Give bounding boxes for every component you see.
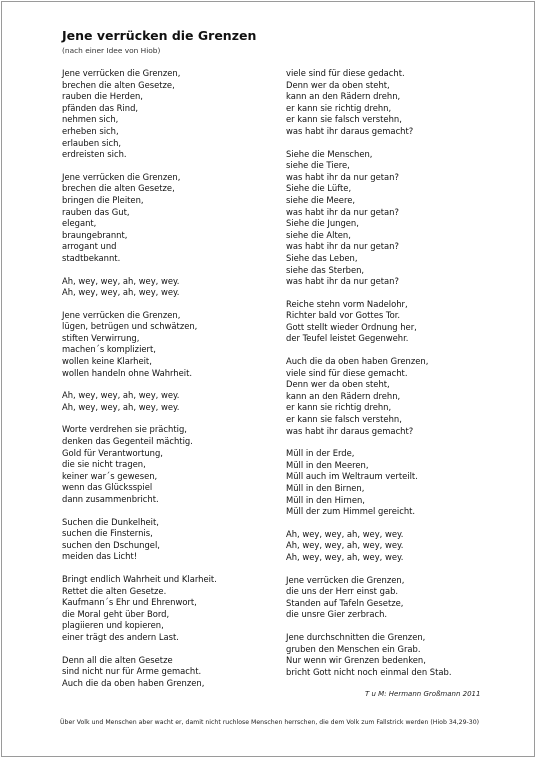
verse-line: braungebrannt, <box>62 229 128 240</box>
verse-line: viele sind für diese gedacht. <box>286 68 405 78</box>
verse-line: viele sind für diese gemacht. <box>286 367 408 378</box>
stanza <box>62 574 290 644</box>
verse-line: meiden das Licht! <box>62 551 138 562</box>
author-credit: T u M: Hermann Großmann 2011 <box>365 690 481 698</box>
verse-line: erheben sich, <box>62 125 119 136</box>
verse-line: Reiche stehn vorm Nadelohr, <box>286 298 408 309</box>
stanza <box>286 68 514 138</box>
verse-line: Suchen die Dunkelheit, <box>62 516 159 527</box>
verse-line: kann an den Rädern drehn, <box>286 91 401 102</box>
verse-line: stadtbekannt. <box>62 252 121 263</box>
verse-line: Ah, wey, wey, ah, wey, wey. <box>286 540 404 551</box>
stanza <box>62 68 290 161</box>
verse-line: Auch die da oben haben Grenzen, <box>286 356 429 367</box>
verse-line: Bringt endlich Wahrheit und Klarheit. <box>62 573 217 584</box>
stanza <box>286 299 514 345</box>
verse-line: was habt ihr da nur getan? <box>286 206 399 217</box>
verse-line: Ah, wey, wey, ah, wey, wey. <box>62 287 180 298</box>
verse-line: Jene verrücken die Grenzen, <box>286 574 405 585</box>
verse-line: Ah, wey, wey, ah, wey, wey. <box>286 551 404 562</box>
stanza <box>62 424 290 505</box>
stanza <box>62 390 290 413</box>
verse-line: wollen handeln ohne Wahrheit. <box>62 367 193 378</box>
verse-line: Jene verrücken die Grenzen, <box>62 309 181 320</box>
verse-line: keiner war´s gewesen, <box>62 470 158 481</box>
stanza <box>286 149 514 288</box>
verse-line: gruben den Menschen ein Grab. <box>286 643 421 654</box>
verse-line: Standen auf Tafeln Gesetze, <box>286 597 404 608</box>
right-column <box>286 68 514 689</box>
verse-line: denken das Gegenteil mächtig. <box>62 436 193 447</box>
verse-line: machen´s kompliziert, <box>62 344 156 355</box>
verse-line: wollen keine Klarheit, <box>62 356 152 367</box>
verse-line: Kaufmann´s Ehr und Ehrenwort, <box>62 597 197 608</box>
verse-line: Siehe die Menschen, <box>286 148 373 159</box>
verse-line: suchen die Finsternis, <box>62 528 153 539</box>
verse-line: der Teufel leistet Gegenwehr. <box>286 333 409 344</box>
left-column <box>62 68 290 700</box>
page-title: Jene verrücken die Grenzen <box>62 28 257 43</box>
verse-line: Müll in den Birnen, <box>286 483 365 493</box>
verse-line: Müll der zum Himmel gereicht. <box>286 506 416 517</box>
verse-line: elegant, <box>62 218 97 229</box>
verse-line: wenn das Glücksspiel <box>62 482 153 493</box>
verse-line: die sie nicht tragen, <box>62 459 146 470</box>
verse-line: Müll in den Hirnen, <box>286 494 365 505</box>
verse-line: rauben das Gut, <box>62 206 130 217</box>
verse-line: rauben die Herden, <box>62 91 143 102</box>
verse-line: was habt ihr da nur getan? <box>286 276 399 287</box>
verse-line: siehe die Meere, <box>286 194 356 205</box>
subtitle: (nach einer Idee von Hiob) <box>62 46 161 55</box>
verse-line: pfänden das Rind, <box>62 102 139 113</box>
verse-line: die Moral geht über Bord, <box>62 608 170 619</box>
verse-line: Nur wenn wir Grenzen bedenken, <box>286 655 426 666</box>
verse-line: plagiieren und kopieren, <box>62 620 164 631</box>
verse-line: was habt ihr daraus gemacht? <box>286 425 414 436</box>
verse-line: Gott stellt wieder Ordnung her, <box>286 321 417 332</box>
stanza <box>286 356 514 437</box>
verse-line: was habt ihr da nur getan? <box>286 241 399 252</box>
verse-line: er kann sie falsch verstehn, <box>286 414 402 425</box>
document-page <box>1 1 535 757</box>
verse-line: Müll in der Erde, <box>286 448 355 459</box>
verse-line: was habt ihr da nur getan? <box>286 171 399 182</box>
verse-line: Siehe das Leben, <box>286 252 358 263</box>
verse-line: Müll in den Meeren, <box>286 459 369 470</box>
stanza <box>62 655 290 690</box>
verse-line: stiften Verwirrung, <box>62 332 140 343</box>
verse-line: Ah, wey, wey, ah, wey, wey. <box>62 275 180 286</box>
verse-line: siehe die Tiere, <box>286 160 350 171</box>
verse-line: erdreisten sich. <box>62 149 127 160</box>
verse-line: er kann sie richtig drehn, <box>286 402 392 413</box>
verse-line: Jene verrücken die Grenzen, <box>62 171 181 182</box>
verse-line: er kann sie falsch verstehn, <box>286 114 402 125</box>
verse-line: Rettet die alten Gesetze. <box>62 585 167 596</box>
verse-line: die uns der Herr einst gab. <box>286 586 399 597</box>
verse-line: Auch die da oben haben Grenzen, <box>62 677 205 688</box>
verse-line: Siehe die Lüfte, <box>286 183 352 194</box>
verse-line: dann zusammenbricht. <box>62 494 159 504</box>
stanza <box>62 517 290 563</box>
stanza <box>286 448 514 518</box>
footer-quote: Über Volk und Menschen aber wacht er, damit nicht ruchlose Menschen herrschen, die dem Volk zum Fallstrick werden (Hiob 34,29-30) <box>60 719 480 726</box>
verse-line: Denn wer da oben steht, <box>286 79 390 90</box>
stanza <box>62 172 290 265</box>
stanza <box>286 575 514 621</box>
verse-line: Siehe die Jungen, <box>286 218 359 229</box>
verse-line: kann an den Rädern drehn, <box>286 390 401 401</box>
verse-line: lügen, betrügen und schwätzen, <box>62 321 198 332</box>
stanza <box>62 310 290 380</box>
verse-line: er kann sie richtig drehn, <box>286 102 392 113</box>
verse-line: Jene durchschnitten die Grenzen, <box>286 631 426 642</box>
verse-line: bricht Gott nicht noch einmal den Stab. <box>286 666 452 677</box>
verse-line: Richter bald vor Gottes Tor. <box>286 310 401 321</box>
verse-line: erlauben sich, <box>62 137 122 148</box>
verse-line: nehmen sich, <box>62 114 119 125</box>
verse-line: Jene verrücken die Grenzen, <box>62 68 181 78</box>
verse-line: bringen die Pleiten, <box>62 194 144 205</box>
verse-line: Müll auch im Weltraum verteilt. <box>286 471 418 482</box>
verse-line: brechen die alten Gesetze, <box>62 79 175 90</box>
stanza <box>286 632 514 678</box>
verse-line: die unsre Gier zerbrach. <box>286 609 388 620</box>
verse-line: Ah, wey, wey, ah, wey, wey. <box>62 390 180 401</box>
verse-line: Denn wer da oben steht, <box>286 379 390 390</box>
verse-line: siehe das Sterben, <box>286 264 365 275</box>
verse-line: Gold für Verantwortung, <box>62 447 163 458</box>
stanza <box>62 276 290 299</box>
verse-line: Denn all die alten Gesetze <box>62 654 173 665</box>
verse-line: einer trägt des andern Last. <box>62 631 179 642</box>
verse-line: suchen den Dschungel, <box>62 539 160 550</box>
stanza <box>286 529 514 564</box>
verse-line: Ah, wey, wey, ah, wey, wey. <box>286 528 404 539</box>
verse-line: arrogant und <box>62 241 117 252</box>
verse-line: was habt ihr daraus gemacht? <box>286 125 414 136</box>
verse-line: Worte verdrehen sie prächtig, <box>62 424 187 435</box>
verse-line: sind nicht nur für Arme gemacht. <box>62 666 202 677</box>
verse-line: Ah, wey, wey, ah, wey, wey. <box>62 401 180 412</box>
verse-line: siehe die Alten, <box>286 229 351 240</box>
verse-line: brechen die alten Gesetze, <box>62 183 175 194</box>
